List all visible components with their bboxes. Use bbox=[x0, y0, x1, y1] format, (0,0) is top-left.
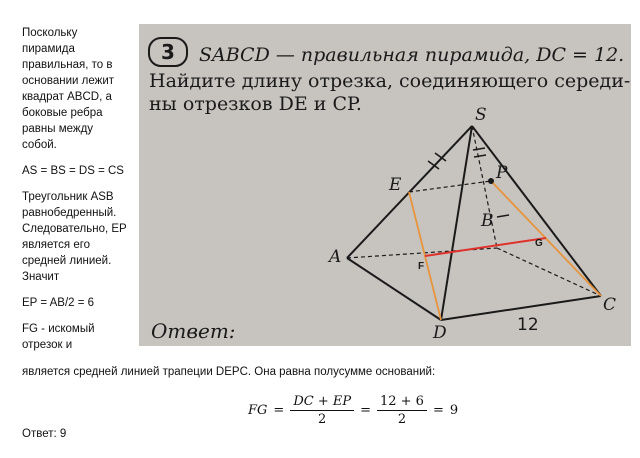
final-answer: Ответ: 9 bbox=[22, 428, 67, 440]
fg-formula bbox=[248, 390, 458, 430]
label-F: F bbox=[418, 261, 425, 272]
formula-fraction-2 bbox=[377, 394, 427, 427]
label-S: S bbox=[475, 105, 487, 125]
solution-text bbox=[22, 25, 144, 353]
label-P: P bbox=[496, 163, 508, 183]
fraction-numerator: 12 + 6 bbox=[377, 394, 427, 411]
formula-equals: = bbox=[360, 402, 371, 418]
solution-paragraph: FG - искомый отрезок и bbox=[22, 323, 95, 351]
solution-continuation: является средней линией трапеции DEPC. Она равна полусумме оснований: bbox=[22, 366, 436, 378]
formula-fraction-1 bbox=[290, 394, 354, 427]
tick-mark bbox=[474, 155, 486, 157]
label-E: E bbox=[389, 175, 402, 195]
pyramid-figure bbox=[139, 24, 631, 346]
solution-paragraph: AS = BS = DS = CS bbox=[22, 165, 124, 177]
point-P bbox=[488, 178, 494, 184]
solution-paragraph: Поскольку пирамида правильная, то в основании лежит квадрат ABCD, а боковые ребра равны между собой. bbox=[22, 27, 115, 151]
formula-equals: = bbox=[273, 402, 285, 418]
label-C: C bbox=[603, 295, 617, 315]
label-D: D bbox=[433, 323, 447, 343]
fraction-denominator: 2 bbox=[318, 411, 327, 427]
problem-line-2: Найдите длину отрезка, соединяющего середи- bbox=[149, 70, 631, 92]
answer-label: Ответ: bbox=[151, 319, 236, 343]
edge-BC bbox=[497, 248, 601, 296]
problem-number: 3 bbox=[161, 40, 175, 64]
segment-FG bbox=[425, 238, 546, 256]
solution-paragraph: EP = AB/2 = 6 bbox=[22, 297, 95, 309]
edge-length-label: 12 bbox=[517, 315, 539, 335]
label-B: B bbox=[481, 211, 494, 231]
segment-EP bbox=[409, 181, 491, 192]
tick-mark bbox=[473, 148, 485, 150]
label-A: A bbox=[329, 247, 342, 267]
formula-equals: = bbox=[432, 402, 444, 418]
fraction-denominator: 2 bbox=[397, 411, 407, 427]
tick-mark bbox=[497, 215, 509, 217]
problem-line-1: SABCD — правильная пирамида, DC = 12. bbox=[199, 44, 625, 66]
textbook-photo bbox=[139, 24, 631, 346]
formula-lhs: FG bbox=[248, 402, 268, 418]
solution-paragraph: Треугольник ASB равнобедренный. Следовательно, EP является его средней линией. Значит bbox=[22, 191, 127, 283]
fraction-numerator: DC + EP bbox=[290, 394, 354, 411]
problem-line-3: ны отрезков DE и CP. bbox=[149, 93, 362, 115]
formula-result: 9 bbox=[449, 402, 459, 418]
label-G: G bbox=[535, 238, 543, 249]
